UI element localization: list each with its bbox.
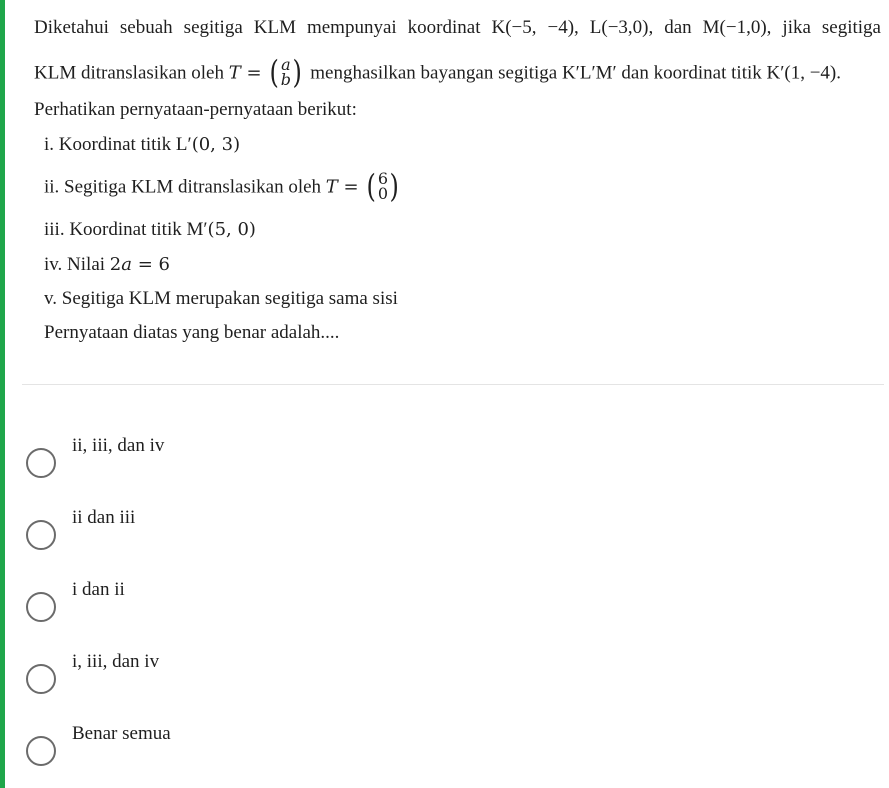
- radio-button[interactable]: [26, 664, 56, 694]
- question-line-2: [34, 53, 842, 91]
- question-line-2-start: KLM ditranslasikan oleh: [34, 62, 224, 84]
- statement-5: v. Segitiga KLM merupakan segitiga sama sisi: [44, 288, 398, 309]
- answer-option-label: ii dan iii: [72, 507, 136, 528]
- answer-option-label: ii, iii, dan iv: [72, 435, 165, 456]
- radio-button[interactable]: [26, 736, 56, 766]
- answer-option-1[interactable]: [26, 434, 526, 484]
- radio-button[interactable]: [26, 448, 56, 478]
- statement-1: i. Koordinat titik L′(0, 3): [44, 134, 241, 155]
- answer-option-label: i dan ii: [72, 579, 125, 600]
- statement-2-vector: ( 6 0 ): [366, 167, 399, 205]
- radio-button[interactable]: [26, 520, 56, 550]
- divider: [22, 384, 884, 385]
- question-prompt: Pernyataan diatas yang benar adalah....: [44, 322, 340, 343]
- question-line-2-end: menghasilkan bayangan segitiga K′L′M′ dan koordinat titik K′(1, −4).: [310, 62, 842, 84]
- answer-option-5[interactable]: [26, 722, 526, 772]
- radio-button[interactable]: [26, 592, 56, 622]
- translation-label: T =: [228, 62, 262, 84]
- statement-3: iii. Koordinat titik M′(5, 0): [44, 219, 256, 240]
- answer-option-label: Benar semua: [72, 723, 171, 744]
- answer-option-4[interactable]: [26, 650, 526, 700]
- answer-option-label: i, iii, dan iv: [72, 651, 160, 672]
- translation-vector: ( a b ): [269, 53, 302, 91]
- answer-option-3[interactable]: [26, 578, 526, 628]
- statement-4: iv. Nilai 2a = 6: [44, 254, 170, 275]
- accent-bar: [0, 0, 5, 788]
- question-line-1: Diketahui sebuah segitiga KLM mempunyai koordinat K(−5, −4), L(−3,0), dan M(−1,0), jika segitiga: [34, 17, 881, 38]
- statement-2: ii. Segitiga KLM ditranslasikan oleh T = ( 6 0 ): [44, 167, 399, 205]
- statements-intro: Perhatikan pernyataan-pernyataan berikut:: [34, 99, 357, 120]
- answer-option-2[interactable]: [26, 506, 526, 556]
